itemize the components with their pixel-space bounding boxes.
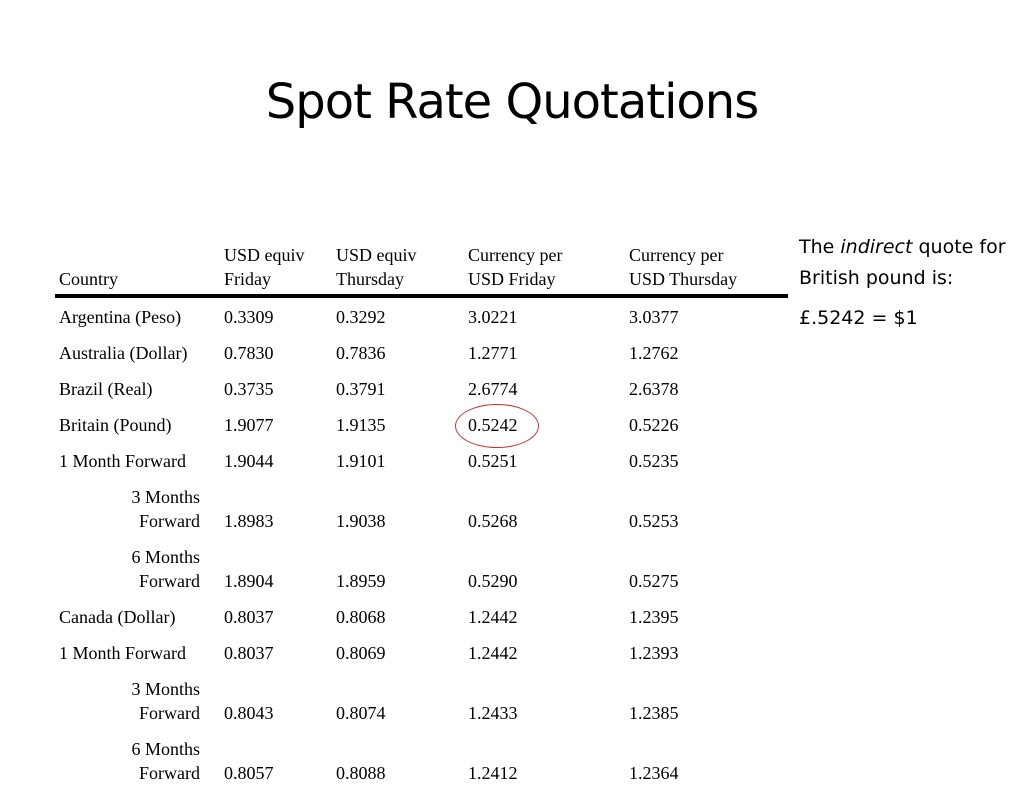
cell-currency-per-usd-friday: 1.2771	[468, 343, 518, 363]
cell-usd-equiv-friday: 0.8037	[224, 643, 274, 663]
cell-currency-per-usd-thursday: 1.2364	[629, 763, 679, 783]
row-country: Argentina (Peso)	[59, 307, 182, 327]
cell-currency-per-usd-thursday: 1.2395	[629, 607, 679, 627]
header-country: Country	[59, 269, 119, 289]
note-paragraph-indirect-quote	[799, 232, 1009, 294]
header-currency-per-usd-thursday	[629, 243, 737, 291]
cell-usd-equiv-friday: 0.8043	[224, 703, 274, 723]
cell-usd-equiv-thursday: 0.8088	[336, 763, 386, 783]
cell-usd-equiv-thursday: 1.8959	[336, 571, 386, 591]
table-row	[55, 298, 788, 334]
cell-usd-equiv-thursday: 1.9135	[336, 415, 386, 435]
row-country-line1: 6 Months	[131, 547, 200, 567]
cell-usd-equiv-thursday: 0.8068	[336, 607, 386, 627]
spot-rate-table	[55, 236, 788, 790]
table-row	[55, 370, 788, 406]
row-country	[59, 485, 200, 533]
cell-usd-equiv-friday: 1.8904	[224, 571, 274, 591]
cell-usd-equiv-thursday: 0.8069	[336, 643, 386, 663]
row-country	[59, 677, 200, 725]
header-currency-per-usd-thursday-line2: USD Thursday	[629, 269, 738, 289]
side-note	[799, 232, 1009, 343]
table-header-row	[55, 236, 788, 298]
cell-currency-per-usd-thursday: 0.5226	[629, 415, 679, 435]
table-row	[55, 670, 788, 730]
cell-currency-per-usd-friday: 1.2442	[468, 643, 518, 663]
header-usd-equiv-thursday-line1: USD equiv	[336, 245, 417, 265]
cell-currency-per-usd-friday: 0.5268	[468, 511, 518, 531]
cell-currency-per-usd-friday: 1.2412	[468, 763, 518, 783]
header-usd-equiv-friday-line1: USD equiv	[224, 245, 305, 265]
cell-usd-equiv-friday: 1.8983	[224, 511, 274, 531]
cell-currency-per-usd-thursday: 2.6378	[629, 379, 679, 399]
cell-currency-per-usd-thursday: 3.0377	[629, 307, 679, 327]
cell-usd-equiv-friday: 1.9044	[224, 451, 274, 471]
cell-usd-equiv-thursday: 0.7836	[336, 343, 386, 363]
header-currency-per-usd-friday-line2: USD Friday	[468, 269, 556, 289]
row-country: Australia (Dollar)	[59, 343, 188, 363]
row-country-line2: Forward	[139, 763, 200, 783]
table-row	[55, 442, 788, 478]
cell-currency-per-usd-friday: 0.5290	[468, 571, 518, 591]
row-country: 1 Month Forward	[59, 643, 186, 663]
header-currency-per-usd-friday-line1: Currency per	[468, 245, 563, 265]
row-country-line2: Forward	[139, 571, 200, 591]
note-emphasis-indirect: indirect	[840, 236, 913, 258]
note-text-before: The	[799, 236, 841, 258]
header-usd-equiv-friday-line2: Friday	[224, 269, 271, 289]
table-row	[55, 406, 788, 442]
cell-currency-per-usd-friday-highlighted: 0.5242	[468, 415, 518, 435]
cell-currency-per-usd-thursday: 0.5275	[629, 571, 679, 591]
cell-currency-per-usd-thursday: 0.5235	[629, 451, 679, 471]
row-country: Canada (Dollar)	[59, 607, 176, 627]
row-country-line2: Forward	[139, 703, 200, 723]
note-text-after: quote for British pound is:	[799, 236, 1006, 289]
cell-currency-per-usd-friday: 3.0221	[468, 307, 518, 327]
row-country-line1: 6 Months	[131, 739, 200, 759]
cell-currency-per-usd-thursday: 0.5253	[629, 511, 679, 531]
row-country: Brazil (Real)	[59, 379, 153, 399]
table-row	[55, 538, 788, 598]
row-country	[59, 545, 200, 593]
header-currency-per-usd-thursday-line1: Currency per	[629, 245, 724, 265]
row-country-line1: 3 Months	[131, 487, 200, 507]
header-usd-equiv-thursday	[336, 243, 417, 291]
table-row	[55, 334, 788, 370]
cell-currency-per-usd-thursday: 1.2393	[629, 643, 679, 663]
header-currency-per-usd-friday	[468, 243, 562, 291]
cell-usd-equiv-friday: 0.3735	[224, 379, 274, 399]
cell-usd-equiv-friday: 0.7830	[224, 343, 274, 363]
row-country	[59, 737, 200, 785]
cell-currency-per-usd-friday: 1.2442	[468, 607, 518, 627]
cell-usd-equiv-friday: 0.3309	[224, 307, 274, 327]
cell-currency-per-usd-friday: 1.2433	[468, 703, 518, 723]
header-usd-equiv-thursday-line2: Thursday	[336, 269, 404, 289]
cell-usd-equiv-friday: 0.8057	[224, 763, 274, 783]
table-row	[55, 730, 788, 790]
cell-usd-equiv-thursday: 0.8074	[336, 703, 386, 723]
table-row	[55, 598, 788, 634]
table-row	[55, 478, 788, 538]
cell-usd-equiv-thursday: 0.3791	[336, 379, 386, 399]
cell-usd-equiv-thursday: 1.9101	[336, 451, 386, 471]
cell-usd-equiv-thursday: 1.9038	[336, 511, 386, 531]
cell-usd-equiv-thursday: 0.3292	[336, 307, 386, 327]
cell-currency-per-usd-friday: 0.5251	[468, 451, 518, 471]
cell-currency-per-usd-friday: 2.6774	[468, 379, 518, 399]
cell-currency-per-usd-thursday: 1.2762	[629, 343, 679, 363]
slide-title: Spot Rate Quotations	[265, 74, 759, 130]
header-usd-equiv-friday	[224, 243, 305, 291]
row-country-line1: 3 Months	[131, 679, 200, 699]
note-paragraph-rate: £.5242 = $1	[799, 307, 918, 329]
cell-usd-equiv-friday: 1.9077	[224, 415, 274, 435]
row-country-line2: Forward	[139, 511, 200, 531]
cell-currency-per-usd-thursday: 1.2385	[629, 703, 679, 723]
row-country: 1 Month Forward	[59, 451, 186, 471]
table-row	[55, 634, 788, 670]
row-country: Britain (Pound)	[59, 415, 172, 435]
cell-usd-equiv-friday: 0.8037	[224, 607, 274, 627]
